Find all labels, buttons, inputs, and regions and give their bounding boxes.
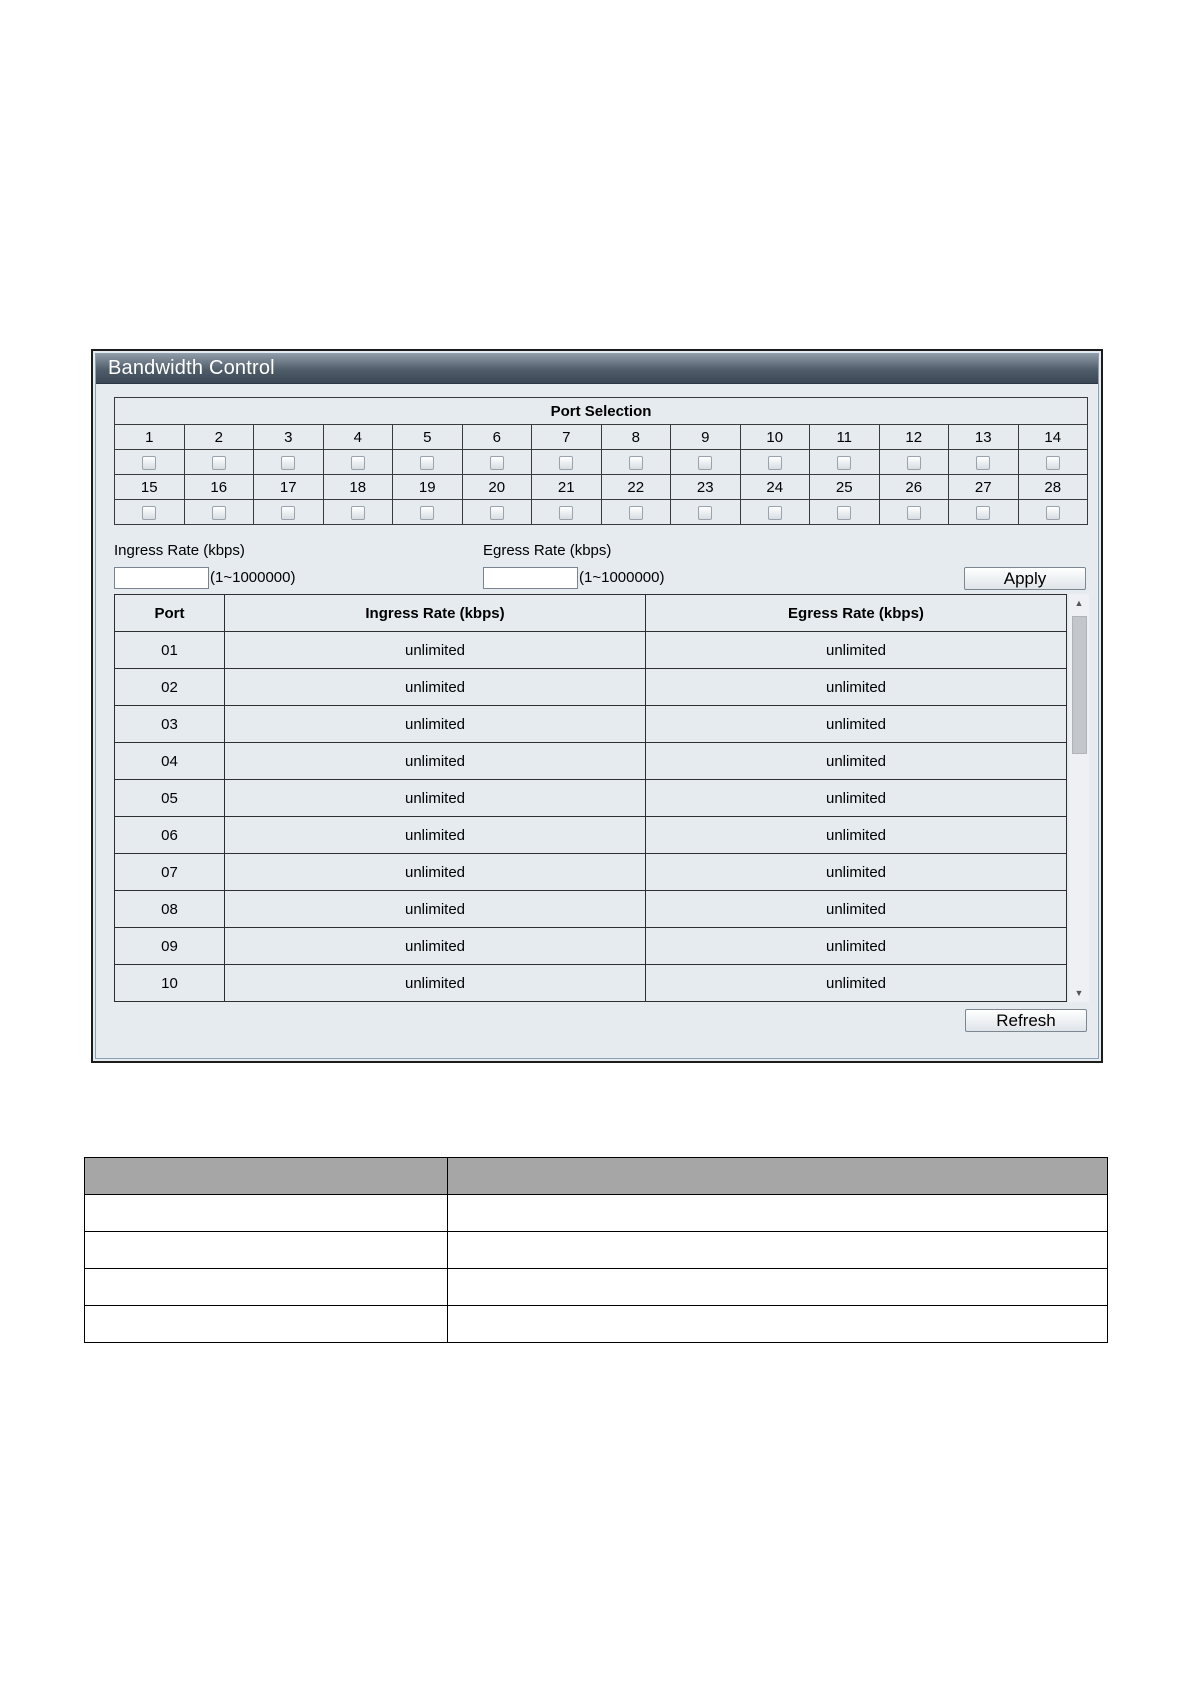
port-number: 8	[601, 425, 671, 450]
port-20-checkbox[interactable]	[490, 506, 504, 520]
port-number: 10	[740, 425, 810, 450]
table-row	[115, 632, 1067, 669]
scroll-thumb[interactable]	[1072, 616, 1087, 754]
egress-cell: unlimited	[646, 928, 1067, 965]
ingress-cell	[225, 1002, 646, 1003]
port-7-checkbox[interactable]	[559, 456, 573, 470]
ingress-cell: unlimited	[225, 669, 646, 706]
port-cell	[671, 500, 741, 525]
port-5-checkbox[interactable]	[420, 456, 434, 470]
desc-cell	[85, 1269, 448, 1306]
port-cell	[1018, 500, 1088, 525]
port-number: 16	[184, 475, 254, 500]
table-row	[115, 891, 1067, 928]
port-cell	[323, 450, 393, 475]
table-row	[115, 854, 1067, 891]
port-22-checkbox[interactable]	[629, 506, 643, 520]
port-27-checkbox[interactable]	[976, 506, 990, 520]
port-2-checkbox[interactable]	[212, 456, 226, 470]
panel-header	[96, 354, 1098, 384]
port-cell: 06	[115, 817, 225, 854]
egress-cell: unlimited	[646, 632, 1067, 669]
port-cell	[184, 500, 254, 525]
port-number: 20	[462, 475, 532, 500]
ingress-cell: unlimited	[225, 965, 646, 1002]
ingress-cell: unlimited	[225, 817, 646, 854]
port-16-checkbox[interactable]	[212, 506, 226, 520]
port-18-checkbox[interactable]	[351, 506, 365, 520]
port-21-checkbox[interactable]	[559, 506, 573, 520]
column-header-egress: Egress Rate (kbps)	[646, 595, 1067, 632]
table-row	[85, 1232, 1108, 1269]
port-cell	[810, 450, 880, 475]
panel-title: Bandwidth Control	[108, 357, 275, 379]
port-number: 11	[810, 425, 880, 450]
egress-cell: unlimited	[646, 891, 1067, 928]
ingress-rate-input[interactable]	[114, 567, 209, 589]
triangle-up-icon[interactable]: ▲	[1074, 598, 1084, 608]
port-number: 6	[462, 425, 532, 450]
table-row	[115, 780, 1067, 817]
desc-cell	[448, 1232, 1108, 1269]
port-cell	[254, 450, 324, 475]
port-3-checkbox[interactable]	[281, 456, 295, 470]
port-cell	[115, 1002, 225, 1003]
desc-cell	[85, 1232, 448, 1269]
port-cell	[740, 450, 810, 475]
desc-header-cell	[85, 1158, 448, 1195]
port-number: 12	[879, 425, 949, 450]
port-8-checkbox[interactable]	[629, 456, 643, 470]
port-cell	[949, 500, 1019, 525]
table-row	[115, 965, 1067, 1002]
port-cell: 04	[115, 743, 225, 780]
port-cell: 05	[115, 780, 225, 817]
port-cell	[601, 450, 671, 475]
port-number: 5	[393, 425, 463, 450]
table-row	[115, 817, 1067, 854]
port-selection-table	[114, 397, 1088, 525]
rate-list-scrollbar[interactable]	[1069, 594, 1089, 1002]
port-cell	[671, 450, 741, 475]
port-cell	[323, 500, 393, 525]
description-table	[84, 1157, 1108, 1343]
rate-table	[114, 594, 1067, 1002]
port-number: 7	[532, 425, 602, 450]
port-number: 23	[671, 475, 741, 500]
port-cell	[532, 450, 602, 475]
ingress-cell: unlimited	[225, 854, 646, 891]
port-10-checkbox[interactable]	[768, 456, 782, 470]
port-24-checkbox[interactable]	[768, 506, 782, 520]
port-number: 15	[115, 475, 185, 500]
port-cell	[740, 500, 810, 525]
port-15-checkbox[interactable]	[142, 506, 156, 520]
column-header-port: Port	[115, 595, 225, 632]
port-number: 24	[740, 475, 810, 500]
table-row	[85, 1306, 1108, 1343]
port-cell	[601, 500, 671, 525]
port-cell	[254, 500, 324, 525]
port-number: 22	[601, 475, 671, 500]
port-14-checkbox[interactable]	[1046, 456, 1060, 470]
port-cell	[1018, 450, 1088, 475]
port-cell	[810, 500, 880, 525]
port-1-checkbox[interactable]	[142, 456, 156, 470]
port-number: 25	[810, 475, 880, 500]
port-number: 18	[323, 475, 393, 500]
desc-cell	[85, 1195, 448, 1232]
desc-cell	[448, 1195, 1108, 1232]
egress-rate-input[interactable]	[483, 567, 578, 589]
port-4-checkbox[interactable]	[351, 456, 365, 470]
port-19-checkbox[interactable]	[420, 506, 434, 520]
port-number: 4	[323, 425, 393, 450]
column-header-ingress: Ingress Rate (kbps)	[225, 595, 646, 632]
port-cell	[949, 450, 1019, 475]
egress-cell: unlimited	[646, 965, 1067, 1002]
port-cell	[184, 450, 254, 475]
egress-range-hint: (1~1000000)	[579, 569, 665, 586]
ingress-cell: unlimited	[225, 743, 646, 780]
port-number: 14	[1018, 425, 1088, 450]
bandwidth-control-panel	[91, 349, 1103, 1063]
ingress-cell: unlimited	[225, 632, 646, 669]
ingress-cell: unlimited	[225, 706, 646, 743]
port-number: 9	[671, 425, 741, 450]
port-28-checkbox[interactable]	[1046, 506, 1060, 520]
ingress-rate-label: Ingress Rate (kbps)	[114, 542, 245, 559]
port-number: 2	[184, 425, 254, 450]
table-row	[115, 706, 1067, 743]
port-cell: 09	[115, 928, 225, 965]
port-26-checkbox[interactable]	[907, 506, 921, 520]
port-selection-header: Port Selection	[115, 398, 1088, 425]
port-cell: 10	[115, 965, 225, 1002]
table-row	[85, 1269, 1108, 1306]
port-number: 27	[949, 475, 1019, 500]
port-23-checkbox[interactable]	[698, 506, 712, 520]
port-9-checkbox[interactable]	[698, 456, 712, 470]
port-13-checkbox[interactable]	[976, 456, 990, 470]
port-cell	[462, 450, 532, 475]
port-cell	[393, 500, 463, 525]
port-number: 13	[949, 425, 1019, 450]
port-cell	[393, 450, 463, 475]
table-row	[115, 928, 1067, 965]
egress-rate-label: Egress Rate (kbps)	[483, 542, 612, 559]
table-row	[115, 1002, 1067, 1003]
port-cell	[879, 500, 949, 525]
ingress-cell: unlimited	[225, 891, 646, 928]
port-cell: 07	[115, 854, 225, 891]
port-number: 19	[393, 475, 463, 500]
egress-cell: unlimited	[646, 817, 1067, 854]
table-row	[85, 1195, 1108, 1232]
egress-cell: unlimited	[646, 669, 1067, 706]
port-cell: 08	[115, 891, 225, 928]
port-number: 3	[254, 425, 324, 450]
port-cell: 01	[115, 632, 225, 669]
triangle-down-icon[interactable]: ▼	[1074, 988, 1084, 998]
desc-cell	[85, 1306, 448, 1343]
port-number: 17	[254, 475, 324, 500]
port-cell: 03	[115, 706, 225, 743]
port-cell: 02	[115, 669, 225, 706]
rate-list	[114, 594, 1089, 1002]
port-12-checkbox[interactable]	[907, 456, 921, 470]
ingress-cell: unlimited	[225, 928, 646, 965]
egress-cell: unlimited	[646, 743, 1067, 780]
port-cell	[532, 500, 602, 525]
ingress-cell: unlimited	[225, 780, 646, 817]
port-17-checkbox[interactable]	[281, 506, 295, 520]
port-11-checkbox[interactable]	[837, 456, 851, 470]
desc-header-cell	[448, 1158, 1108, 1195]
port-number: 26	[879, 475, 949, 500]
port-6-checkbox[interactable]	[490, 456, 504, 470]
port-number: 1	[115, 425, 185, 450]
port-number: 28	[1018, 475, 1088, 500]
panel-inner	[95, 353, 1099, 1059]
table-row	[115, 669, 1067, 706]
port-number: 21	[532, 475, 602, 500]
ingress-range-hint: (1~1000000)	[210, 569, 296, 586]
port-cell	[879, 450, 949, 475]
egress-cell	[646, 1002, 1067, 1003]
egress-cell: unlimited	[646, 854, 1067, 891]
desc-cell	[448, 1269, 1108, 1306]
port-cell	[115, 500, 185, 525]
port-cell	[115, 450, 185, 475]
desc-cell	[448, 1306, 1108, 1343]
port-cell	[462, 500, 532, 525]
table-row	[115, 743, 1067, 780]
refresh-button[interactable]: Refresh	[965, 1009, 1087, 1032]
port-25-checkbox[interactable]	[837, 506, 851, 520]
egress-cell: unlimited	[646, 780, 1067, 817]
apply-button[interactable]: Apply	[964, 567, 1086, 590]
egress-cell: unlimited	[646, 706, 1067, 743]
